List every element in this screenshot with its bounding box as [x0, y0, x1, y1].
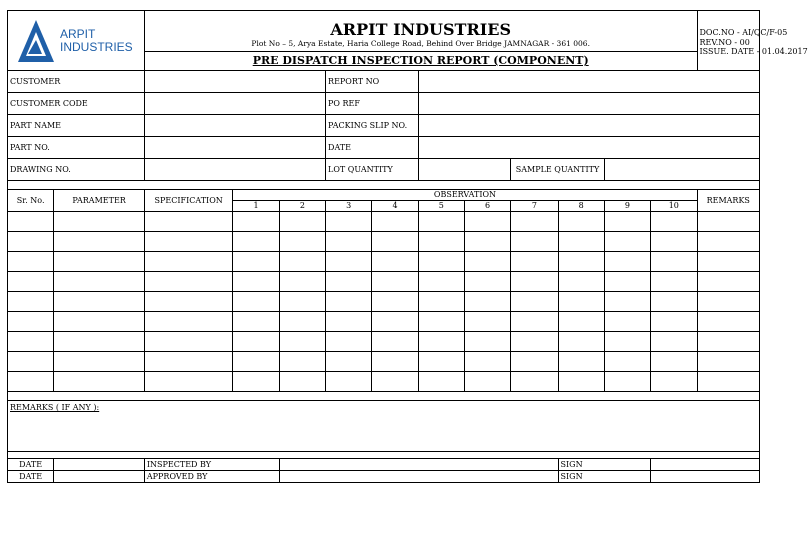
table-cell[interactable] [604, 372, 650, 392]
table-cell[interactable] [464, 292, 510, 312]
table-cell[interactable] [233, 312, 279, 332]
table-cell[interactable] [464, 332, 510, 352]
drawing-no-value[interactable] [144, 159, 325, 181]
table-cell[interactable] [558, 332, 604, 352]
table-cell[interactable] [651, 272, 697, 292]
table-cell[interactable] [418, 272, 464, 292]
table-cell[interactable] [651, 332, 697, 352]
table-cell[interactable] [372, 232, 418, 252]
po-ref-value[interactable] [418, 93, 759, 115]
table-cell[interactable] [511, 312, 558, 332]
table-cell[interactable] [604, 332, 650, 352]
date-value[interactable] [418, 137, 759, 159]
table-cell[interactable] [8, 252, 54, 272]
table-cell[interactable] [697, 212, 760, 232]
part-name-label: PART NAME [8, 115, 145, 137]
table-cell[interactable] [233, 212, 279, 232]
po-ref-label: PO REF [326, 93, 419, 115]
table-cell[interactable] [279, 372, 325, 392]
doc-info [697, 11, 808, 71]
packing-slip-label: PACKING SLIP NO. [326, 115, 419, 137]
observation-col-10: 10 [651, 201, 697, 212]
table-row [8, 272, 760, 292]
table-cell[interactable] [464, 212, 510, 232]
table-cell[interactable] [558, 212, 604, 232]
observation-col-2: 2 [279, 201, 325, 212]
table-row [8, 212, 760, 232]
observation-col-3: 3 [326, 201, 372, 212]
sample-qty-value[interactable] [604, 159, 759, 181]
doc-no: DOC.NO - AI/QC/F-05 [699, 28, 788, 37]
table-cell[interactable] [558, 292, 604, 312]
table-cell[interactable] [8, 232, 54, 252]
sign-value-2[interactable] [651, 471, 760, 483]
observation-col-6: 6 [464, 201, 510, 212]
report-no-value[interactable] [418, 71, 759, 93]
table-cell[interactable] [54, 232, 145, 252]
table-cell[interactable] [144, 312, 233, 332]
report-title: PRE DISPATCH INSPECTION REPORT (COMPONENT) [144, 52, 697, 71]
table-cell[interactable] [279, 352, 325, 372]
approved-by-label: APPROVED BY [144, 471, 279, 483]
table-cell[interactable] [511, 332, 558, 352]
table-cell[interactable] [697, 292, 760, 312]
table-cell[interactable] [372, 292, 418, 312]
date-value-1[interactable] [54, 459, 145, 471]
table-cell[interactable] [54, 272, 145, 292]
spacer-row [8, 181, 760, 190]
table-cell[interactable] [279, 212, 325, 232]
table-cell[interactable] [651, 252, 697, 272]
drawing-no-label: DRAWING NO. [8, 159, 145, 181]
table-cell[interactable] [326, 352, 372, 372]
spacer-row [8, 452, 760, 459]
triangle-logo-icon [16, 18, 56, 64]
table-row [8, 292, 760, 312]
table-cell[interactable] [8, 272, 54, 292]
table-cell[interactable] [511, 272, 558, 292]
table-cell[interactable] [233, 332, 279, 352]
table-cell[interactable] [511, 352, 558, 372]
table-cell[interactable] [372, 312, 418, 332]
table-cell[interactable] [558, 372, 604, 392]
table-cell[interactable] [697, 372, 760, 392]
table-cell[interactable] [144, 232, 233, 252]
part-name-value[interactable] [144, 115, 325, 137]
table-cell[interactable] [651, 372, 697, 392]
sign-value-1[interactable] [651, 459, 760, 471]
sr-no-header: Sr. No. [8, 190, 54, 212]
table-cell[interactable] [418, 352, 464, 372]
table-cell[interactable] [418, 372, 464, 392]
table-cell[interactable] [8, 352, 54, 372]
table-cell[interactable] [8, 292, 54, 312]
table-cell[interactable] [418, 292, 464, 312]
table-cell[interactable] [418, 332, 464, 352]
table-cell[interactable] [326, 312, 372, 332]
rev-no: REV.NO - 00 [699, 37, 750, 47]
table-cell[interactable] [8, 312, 54, 332]
table-cell[interactable] [464, 252, 510, 272]
logo-cell [8, 11, 145, 71]
company-name: ARPIT INDUSTRIES [330, 20, 511, 39]
table-cell[interactable] [233, 272, 279, 292]
date-value-2[interactable] [54, 471, 145, 483]
table-cell[interactable] [511, 212, 558, 232]
inspected-by-value[interactable] [279, 459, 558, 471]
table-cell[interactable] [651, 292, 697, 312]
table-cell[interactable] [326, 372, 372, 392]
packing-slip-value[interactable] [418, 115, 759, 137]
sample-qty-label: SAMPLE QUANTITY [511, 159, 605, 181]
table-cell[interactable] [8, 372, 54, 392]
table-cell[interactable] [697, 352, 760, 372]
table-cell[interactable] [54, 352, 145, 372]
table-cell[interactable] [418, 312, 464, 332]
observation-body [8, 212, 760, 392]
table-cell[interactable] [651, 232, 697, 252]
table-cell[interactable] [697, 232, 760, 252]
table-cell[interactable] [233, 252, 279, 272]
company-logo [16, 18, 133, 64]
table-cell[interactable] [233, 352, 279, 372]
logo-line2: INDUSTRIES [60, 40, 133, 54]
sign-label-1: SIGN [558, 459, 651, 471]
table-cell[interactable] [8, 212, 54, 232]
issue-date: ISSUE. DATE - 01.04.2017 [699, 47, 808, 56]
part-no-label: PART NO. [8, 137, 145, 159]
table-cell[interactable] [418, 252, 464, 272]
company-address: Plot No – 5, Arya Estate, Haria College Road, Behind Over Bridge JAMNAGAR - 361 006. [251, 39, 590, 48]
table-cell[interactable] [144, 272, 233, 292]
table-cell[interactable] [558, 272, 604, 292]
table-cell[interactable] [233, 292, 279, 312]
table-cell[interactable] [604, 352, 650, 372]
observation-col-7: 7 [511, 201, 558, 212]
table-cell[interactable] [511, 252, 558, 272]
table-cell[interactable] [511, 232, 558, 252]
table-cell[interactable] [54, 372, 145, 392]
table-cell[interactable] [144, 292, 233, 312]
table-cell[interactable] [372, 352, 418, 372]
table-cell[interactable] [372, 252, 418, 272]
table-row [8, 352, 760, 372]
table-cell[interactable] [279, 312, 325, 332]
table-cell[interactable] [604, 272, 650, 292]
observation-col-1: 1 [233, 201, 279, 212]
table-cell[interactable] [54, 252, 145, 272]
date-label-1: DATE [8, 459, 54, 471]
table-cell[interactable] [604, 212, 650, 232]
table-cell[interactable] [651, 352, 697, 372]
table-cell[interactable] [697, 252, 760, 272]
table-cell[interactable] [54, 292, 145, 312]
customer-code-label: CUSTOMER CODE [8, 93, 145, 115]
observation-col-9: 9 [604, 201, 650, 212]
table-cell[interactable] [326, 332, 372, 352]
table-cell[interactable] [558, 352, 604, 372]
table-cell[interactable] [279, 272, 325, 292]
table-cell[interactable] [372, 272, 418, 292]
table-cell[interactable] [604, 292, 650, 312]
inspected-by-label: INSPECTED BY [144, 459, 279, 471]
observation-header: OBSERVATION [233, 190, 697, 201]
table-cell[interactable] [326, 252, 372, 272]
table-cell[interactable] [511, 372, 558, 392]
table-row [8, 252, 760, 272]
table-cell[interactable] [604, 252, 650, 272]
approved-by-value[interactable] [279, 471, 558, 483]
table-cell[interactable] [418, 232, 464, 252]
table-cell[interactable] [326, 212, 372, 232]
table-row [8, 232, 760, 252]
specification-header: SPECIFICATION [144, 190, 233, 212]
table-cell[interactable] [558, 232, 604, 252]
table-cell[interactable] [558, 252, 604, 272]
table-cell[interactable] [54, 332, 145, 352]
table-cell[interactable] [464, 312, 510, 332]
customer-value[interactable] [144, 71, 325, 93]
date-label: DATE [326, 137, 419, 159]
table-cell[interactable] [558, 312, 604, 332]
table-row [8, 372, 760, 392]
table-cell[interactable] [8, 332, 54, 352]
table-cell[interactable] [651, 312, 697, 332]
table-cell[interactable] [372, 372, 418, 392]
table-cell[interactable] [697, 312, 760, 332]
table-cell[interactable] [54, 212, 145, 232]
table-cell[interactable] [511, 292, 558, 312]
table-cell[interactable] [464, 352, 510, 372]
lot-qty-value[interactable] [418, 159, 511, 181]
table-cell[interactable] [372, 332, 418, 352]
table-cell[interactable] [144, 332, 233, 352]
table-cell[interactable] [233, 232, 279, 252]
table-cell[interactable] [326, 232, 372, 252]
observation-col-4: 4 [372, 201, 418, 212]
table-cell[interactable] [144, 352, 233, 372]
table-cell[interactable] [697, 332, 760, 352]
table-cell[interactable] [464, 232, 510, 252]
table-cell[interactable] [279, 232, 325, 252]
table-cell[interactable] [279, 292, 325, 312]
table-row [8, 312, 760, 332]
customer-label: CUSTOMER [8, 71, 145, 93]
company-header [144, 11, 697, 52]
table-cell[interactable] [464, 272, 510, 292]
part-no-value[interactable] [144, 137, 325, 159]
remarks-header: REMARKS [697, 190, 760, 212]
table-cell[interactable] [604, 312, 650, 332]
table-cell[interactable] [144, 252, 233, 272]
table-cell[interactable] [418, 212, 464, 232]
table-cell[interactable] [697, 272, 760, 292]
remarks-area[interactable] [8, 401, 760, 452]
table-cell[interactable] [326, 292, 372, 312]
date-label-2: DATE [8, 471, 54, 483]
sign-label-2: SIGN [558, 471, 651, 483]
report-no-label: REPORT NO [326, 71, 419, 93]
table-cell[interactable] [326, 272, 372, 292]
table-cell[interactable] [604, 232, 650, 252]
table-cell[interactable] [279, 252, 325, 272]
observation-col-8: 8 [558, 201, 604, 212]
table-cell[interactable] [144, 212, 233, 232]
table-cell[interactable] [233, 372, 279, 392]
parameter-header: PARAMETER [54, 190, 145, 212]
table-cell[interactable] [372, 212, 418, 232]
spacer-row [8, 392, 760, 401]
report-table [7, 10, 808, 483]
table-cell[interactable] [279, 332, 325, 352]
table-cell[interactable] [464, 372, 510, 392]
logo-line1: ARPIT [60, 27, 96, 41]
table-cell[interactable] [651, 212, 697, 232]
table-cell[interactable] [144, 372, 233, 392]
lot-qty-label: LOT QUANTITY [326, 159, 419, 181]
customer-code-value[interactable] [144, 93, 325, 115]
remarks-label: REMARKS ( IF ANY ): [10, 403, 100, 412]
table-row [8, 332, 760, 352]
inspection-report-sheet [7, 10, 808, 483]
observation-col-5: 5 [418, 201, 464, 212]
table-cell[interactable] [54, 312, 145, 332]
